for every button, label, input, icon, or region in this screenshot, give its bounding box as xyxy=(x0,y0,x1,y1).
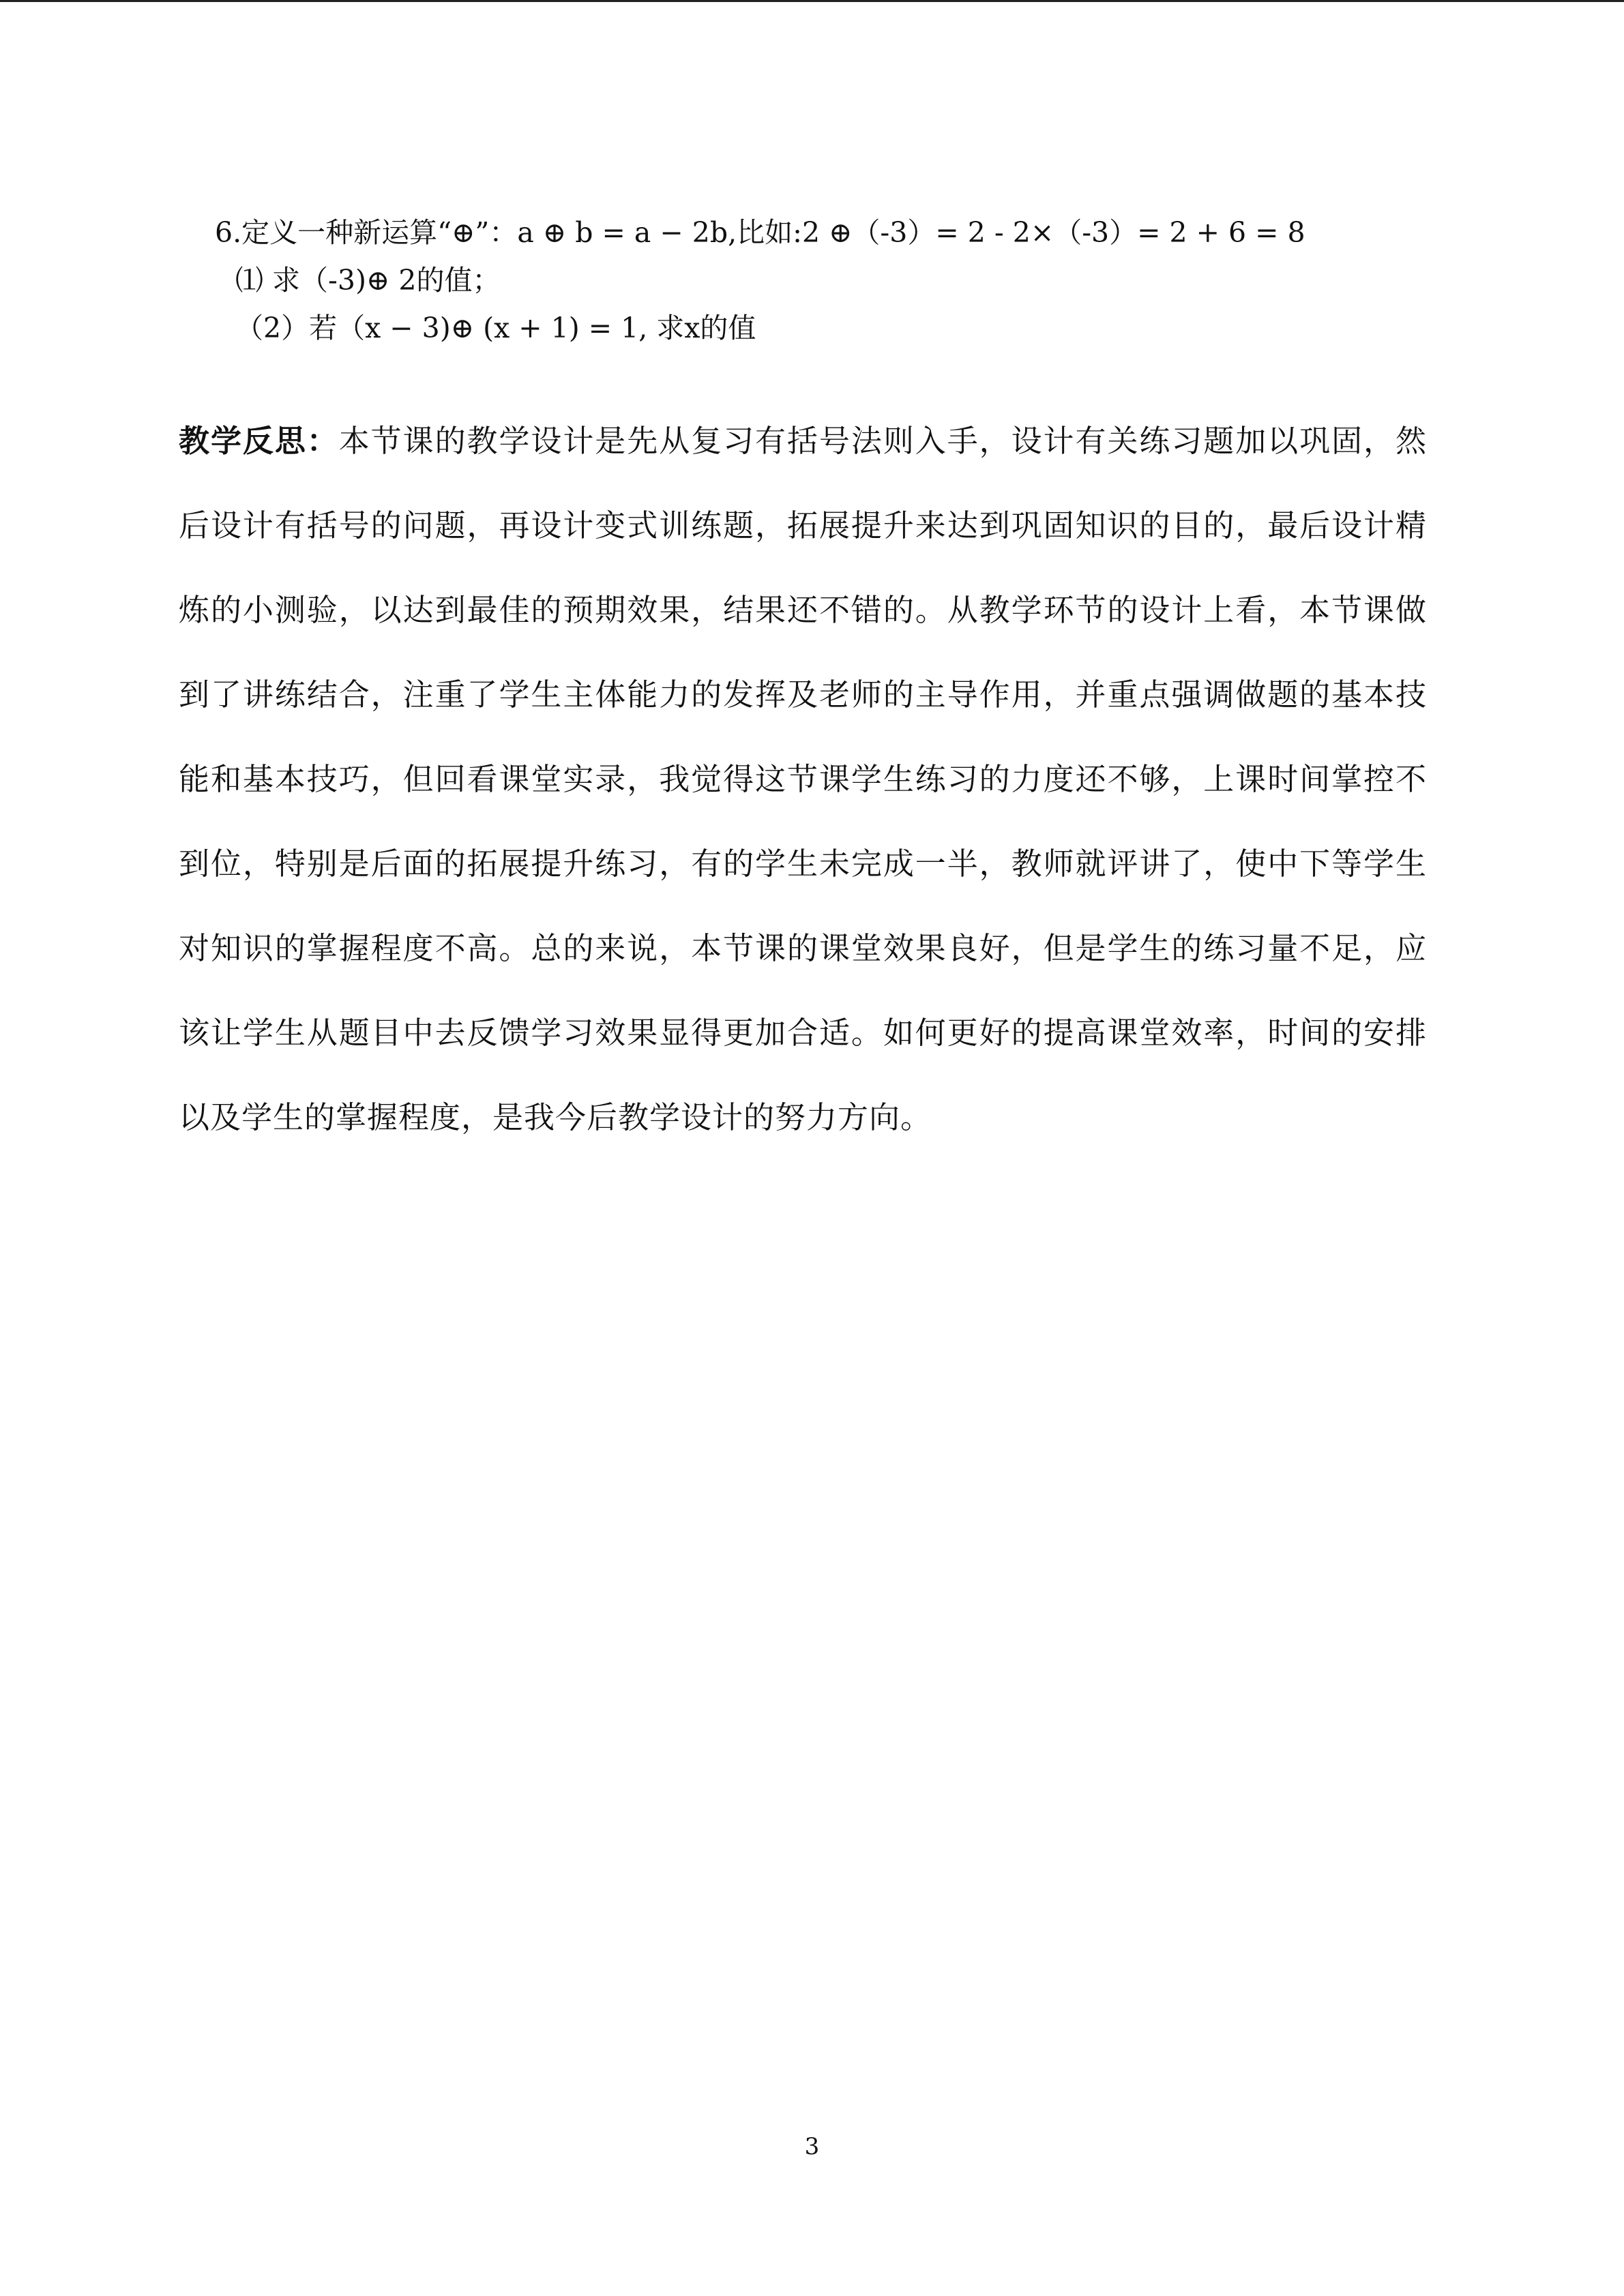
reflection-text: 本节课的教学设计是先从复习有括号法则入手，设计有关练习题加以巩固，然后设计有括号的问题，再设计变式训练题，拓展提升来达到巩固知识的目的，最后设计精炼的小测验，以达到最佳的预期效果，结果还不错的。从教学环节的设计上看，本节课做到了讲练结合，注重了学生主体能力的发挥及老师的主导作用，并重点强调做题的基本技能和基本技巧，但回看课堂实录，我觉得这节课学生练习的力度还不够，上课时间掌控不到位，特别是后面的拓展提升练习，有的学生未完成一半，教师就评讲了，使中下等学生对知识的掌握程度不高。总的来说，本节课的课堂效果良好，但是学生的练习量不足，应该让学生从题目中去反馈学习效果显得更加合适。如何更好的提高课堂效率，时间的安排以及学生的掌握程度，是我今后教学设计的努力方向。 xyxy=(179,423,1427,1135)
problem-part-1: ⑴ 求（-3)⊕ 2的值； xyxy=(235,264,501,297)
problem-6 xyxy=(215,209,1305,352)
top-border xyxy=(0,0,1624,2)
reflection-label: 教学反思： xyxy=(179,423,339,459)
page-number: 3 xyxy=(804,2133,820,2160)
teaching-reflection xyxy=(179,399,1427,1160)
problem-statement: 6.定义一种新运算“⊕”：a ⊕ b = a − 2b,比如:2 ⊕（-3）= 2 - 2×（-3）= 2 + 6 = 8 xyxy=(215,216,1305,249)
problem-part-2: （2）若（x − 3)⊕ (x + 1) = 1, 求x的值 xyxy=(235,312,756,344)
